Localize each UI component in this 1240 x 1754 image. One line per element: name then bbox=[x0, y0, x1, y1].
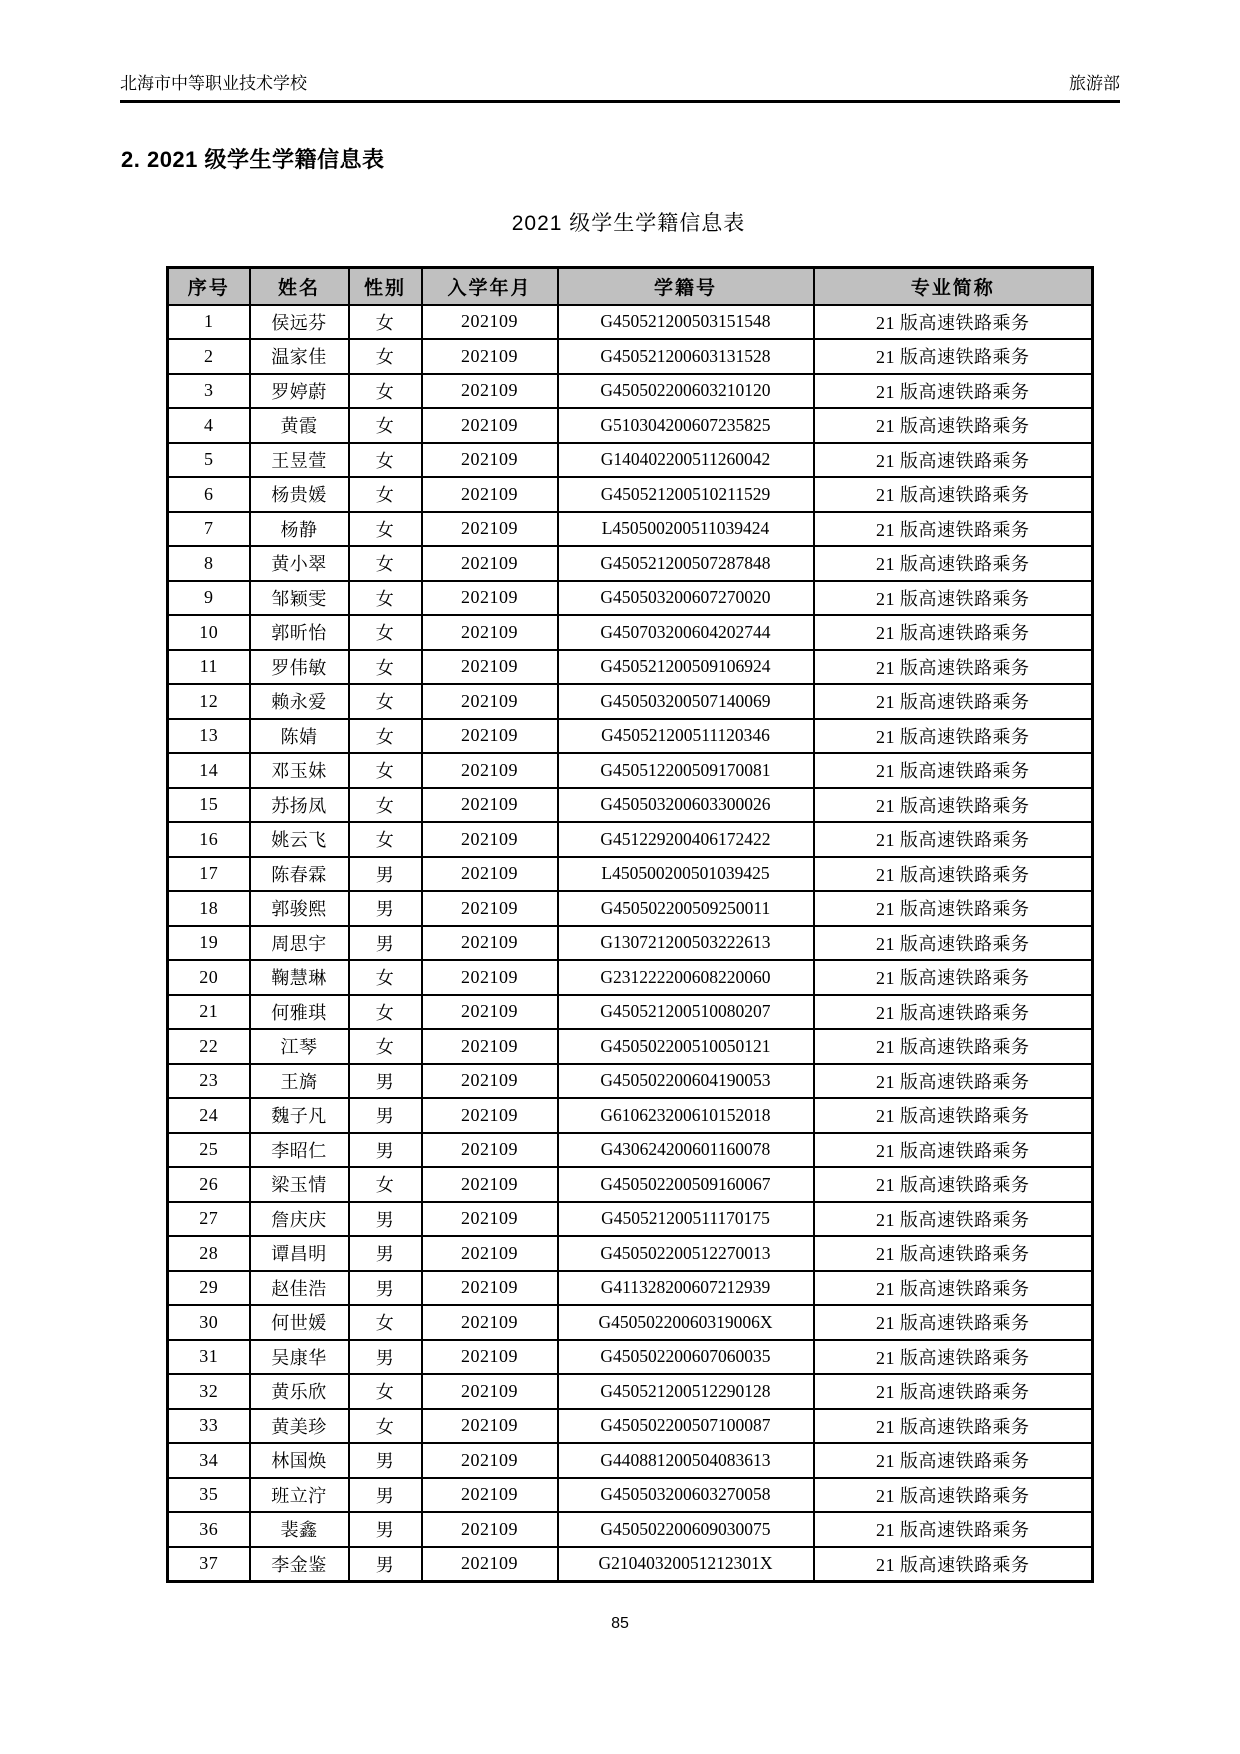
cell-enroll-date: 202109 bbox=[422, 1133, 558, 1168]
cell-student-name: 邹颖雯 bbox=[250, 581, 349, 616]
cell-major: 21 版高速铁路乘务 bbox=[814, 822, 1093, 857]
cell-student-id: G451229200406172422 bbox=[558, 822, 814, 857]
column-header-gender: 性别 bbox=[349, 268, 422, 305]
cell-student-name: 梁玉情 bbox=[250, 1167, 349, 1202]
cell-student-name: 周思宇 bbox=[250, 926, 349, 961]
cell-enroll-date: 202109 bbox=[422, 753, 558, 788]
cell-major: 21 版高速铁路乘务 bbox=[814, 1202, 1093, 1237]
cell-student-id: G450503200607270020 bbox=[558, 581, 814, 616]
cell-gender: 男 bbox=[349, 1202, 422, 1237]
cell-gender: 女 bbox=[349, 305, 422, 340]
cell-student-id: G450503200507140069 bbox=[558, 684, 814, 719]
table-caption: 2021 级学生学籍信息表 bbox=[511, 212, 746, 235]
cell-major: 21 版高速铁路乘务 bbox=[814, 1340, 1093, 1375]
cell-gender: 男 bbox=[349, 891, 422, 926]
column-header-enroll-date: 入学年月 bbox=[422, 268, 558, 305]
cell-row-index: 36 bbox=[168, 1512, 250, 1547]
cell-enroll-date: 202109 bbox=[422, 581, 558, 616]
cell-student-name: 罗伟敏 bbox=[250, 650, 349, 685]
cell-student-id: G450521200507287848 bbox=[558, 546, 814, 581]
cell-student-name: 温家佳 bbox=[250, 339, 349, 374]
cell-gender: 男 bbox=[349, 1271, 422, 1306]
cell-enroll-date: 202109 bbox=[422, 305, 558, 340]
cell-student-name: 姚云飞 bbox=[250, 822, 349, 857]
table-row bbox=[168, 339, 1093, 374]
cell-student-id: G21040320051212301X bbox=[558, 1547, 814, 1582]
cell-major: 21 版高速铁路乘务 bbox=[814, 719, 1093, 754]
cell-enroll-date: 202109 bbox=[422, 374, 558, 409]
cell-student-name: 苏扬凤 bbox=[250, 788, 349, 823]
cell-gender: 女 bbox=[349, 788, 422, 823]
cell-row-index: 27 bbox=[168, 1202, 250, 1237]
cell-major: 21 版高速铁路乘务 bbox=[814, 546, 1093, 581]
cell-student-name: 杨贵媛 bbox=[250, 477, 349, 512]
cell-gender: 男 bbox=[349, 926, 422, 961]
cell-student-id: G450521200512290128 bbox=[558, 1374, 814, 1409]
cell-gender: 男 bbox=[349, 1064, 422, 1099]
cell-enroll-date: 202109 bbox=[422, 1271, 558, 1306]
cell-row-index: 5 bbox=[168, 443, 250, 478]
cell-row-index: 31 bbox=[168, 1340, 250, 1375]
cell-gender: 女 bbox=[349, 1409, 422, 1444]
cell-gender: 男 bbox=[349, 1236, 422, 1271]
table-row bbox=[168, 305, 1093, 340]
cell-student-id: G450502200603210120 bbox=[558, 374, 814, 409]
cell-student-name: 邓玉妹 bbox=[250, 753, 349, 788]
cell-gender: 女 bbox=[349, 443, 422, 478]
cell-student-id: G450521200510211529 bbox=[558, 477, 814, 512]
cell-student-name: 侯远芬 bbox=[250, 305, 349, 340]
table-row bbox=[168, 753, 1093, 788]
cell-major: 21 版高速铁路乘务 bbox=[814, 305, 1093, 340]
table-row bbox=[168, 719, 1093, 754]
table-row bbox=[168, 1374, 1093, 1409]
cell-student-id: G450502200607060035 bbox=[558, 1340, 814, 1375]
column-header-row-index: 序号 bbox=[168, 268, 250, 305]
page-number: 85 bbox=[611, 1615, 629, 1632]
cell-gender: 女 bbox=[349, 477, 422, 512]
cell-student-id: G450502200507100087 bbox=[558, 1409, 814, 1444]
cell-student-id: G140402200511260042 bbox=[558, 443, 814, 478]
cell-student-id: G130721200503222613 bbox=[558, 926, 814, 961]
table-row bbox=[168, 926, 1093, 961]
cell-major: 21 版高速铁路乘务 bbox=[814, 1443, 1093, 1478]
table-row bbox=[168, 684, 1093, 719]
cell-row-index: 21 bbox=[168, 995, 250, 1030]
cell-student-id: G450502200604190053 bbox=[558, 1064, 814, 1099]
table-row bbox=[168, 512, 1093, 547]
cell-row-index: 7 bbox=[168, 512, 250, 547]
cell-student-name: 郭昕怡 bbox=[250, 615, 349, 650]
cell-major: 21 版高速铁路乘务 bbox=[814, 1478, 1093, 1513]
cell-gender: 女 bbox=[349, 581, 422, 616]
cell-gender: 女 bbox=[349, 1305, 422, 1340]
cell-enroll-date: 202109 bbox=[422, 822, 558, 857]
cell-row-index: 22 bbox=[168, 1029, 250, 1064]
cell-student-name: 詹庆庆 bbox=[250, 1202, 349, 1237]
cell-student-id: G450502200510050121 bbox=[558, 1029, 814, 1064]
cell-major: 21 版高速铁路乘务 bbox=[814, 1512, 1093, 1547]
cell-gender: 男 bbox=[349, 1443, 422, 1478]
cell-student-name: 黄美珍 bbox=[250, 1409, 349, 1444]
table-row bbox=[168, 1512, 1093, 1547]
cell-row-index: 6 bbox=[168, 477, 250, 512]
cell-student-name: 何雅琪 bbox=[250, 995, 349, 1030]
cell-student-id: G450502200512270013 bbox=[558, 1236, 814, 1271]
table-row bbox=[168, 1064, 1093, 1099]
cell-student-id: L450500200511039424 bbox=[558, 512, 814, 547]
cell-row-index: 30 bbox=[168, 1305, 250, 1340]
cell-gender: 女 bbox=[349, 995, 422, 1030]
cell-gender: 女 bbox=[349, 684, 422, 719]
cell-major: 21 版高速铁路乘务 bbox=[814, 650, 1093, 685]
cell-student-name: 裴鑫 bbox=[250, 1512, 349, 1547]
cell-student-id: L450500200501039425 bbox=[558, 857, 814, 892]
cell-enroll-date: 202109 bbox=[422, 995, 558, 1030]
cell-enroll-date: 202109 bbox=[422, 1202, 558, 1237]
cell-major: 21 版高速铁路乘务 bbox=[814, 1305, 1093, 1340]
cell-major: 21 版高速铁路乘务 bbox=[814, 1064, 1093, 1099]
cell-row-index: 26 bbox=[168, 1167, 250, 1202]
student-roster-table bbox=[166, 266, 1094, 1583]
cell-enroll-date: 202109 bbox=[422, 1064, 558, 1099]
cell-student-name: 班立泞 bbox=[250, 1478, 349, 1513]
cell-student-name: 林国焕 bbox=[250, 1443, 349, 1478]
department-name: 旅游部 bbox=[1069, 74, 1120, 93]
cell-student-name: 罗婷蔚 bbox=[250, 374, 349, 409]
table-row bbox=[168, 822, 1093, 857]
cell-student-id: G411328200607212939 bbox=[558, 1271, 814, 1306]
cell-row-index: 33 bbox=[168, 1409, 250, 1444]
table-row bbox=[168, 1547, 1093, 1582]
cell-gender: 女 bbox=[349, 512, 422, 547]
cell-gender: 男 bbox=[349, 1478, 422, 1513]
cell-major: 21 版高速铁路乘务 bbox=[814, 1029, 1093, 1064]
cell-student-id: G450502200509250011 bbox=[558, 891, 814, 926]
table-row bbox=[168, 1167, 1093, 1202]
cell-row-index: 12 bbox=[168, 684, 250, 719]
cell-row-index: 32 bbox=[168, 1374, 250, 1409]
cell-gender: 女 bbox=[349, 546, 422, 581]
cell-row-index: 18 bbox=[168, 891, 250, 926]
cell-student-name: 李昭仁 bbox=[250, 1133, 349, 1168]
cell-student-id: G45050220060319006X bbox=[558, 1305, 814, 1340]
cell-enroll-date: 202109 bbox=[422, 1512, 558, 1547]
cell-student-name: 吴康华 bbox=[250, 1340, 349, 1375]
cell-row-index: 35 bbox=[168, 1478, 250, 1513]
cell-gender: 女 bbox=[349, 1029, 422, 1064]
cell-major: 21 版高速铁路乘务 bbox=[814, 788, 1093, 823]
cell-major: 21 版高速铁路乘务 bbox=[814, 926, 1093, 961]
cell-enroll-date: 202109 bbox=[422, 339, 558, 374]
cell-student-name: 陈春霖 bbox=[250, 857, 349, 892]
table-row bbox=[168, 788, 1093, 823]
column-header-student-id: 学籍号 bbox=[558, 268, 814, 305]
cell-student-name: 黄霞 bbox=[250, 408, 349, 443]
cell-enroll-date: 202109 bbox=[422, 1443, 558, 1478]
cell-major: 21 版高速铁路乘务 bbox=[814, 408, 1093, 443]
cell-enroll-date: 202109 bbox=[422, 1167, 558, 1202]
table-row bbox=[168, 1271, 1093, 1306]
cell-enroll-date: 202109 bbox=[422, 512, 558, 547]
cell-gender: 女 bbox=[349, 339, 422, 374]
cell-student-name: 王旖 bbox=[250, 1064, 349, 1099]
cell-row-index: 11 bbox=[168, 650, 250, 685]
table-row bbox=[168, 374, 1093, 409]
cell-row-index: 2 bbox=[168, 339, 250, 374]
cell-enroll-date: 202109 bbox=[422, 477, 558, 512]
cell-major: 21 版高速铁路乘务 bbox=[814, 1374, 1093, 1409]
cell-student-id: G450521200511120346 bbox=[558, 719, 814, 754]
column-header-student-name: 姓名 bbox=[250, 268, 349, 305]
cell-enroll-date: 202109 bbox=[422, 926, 558, 961]
cell-student-id: G610623200610152018 bbox=[558, 1098, 814, 1133]
cell-major: 21 版高速铁路乘务 bbox=[814, 477, 1093, 512]
cell-student-id: G510304200607235825 bbox=[558, 408, 814, 443]
table-row bbox=[168, 1098, 1093, 1133]
table-row bbox=[168, 1133, 1093, 1168]
cell-enroll-date: 202109 bbox=[422, 1478, 558, 1513]
cell-row-index: 10 bbox=[168, 615, 250, 650]
cell-gender: 女 bbox=[349, 1167, 422, 1202]
table-row bbox=[168, 857, 1093, 892]
cell-gender: 女 bbox=[349, 408, 422, 443]
cell-major: 21 版高速铁路乘务 bbox=[814, 512, 1093, 547]
table-row bbox=[168, 1443, 1093, 1478]
cell-row-index: 1 bbox=[168, 305, 250, 340]
cell-student-name: 赵佳浩 bbox=[250, 1271, 349, 1306]
cell-row-index: 13 bbox=[168, 719, 250, 754]
cell-row-index: 17 bbox=[168, 857, 250, 892]
cell-gender: 女 bbox=[349, 650, 422, 685]
cell-enroll-date: 202109 bbox=[422, 546, 558, 581]
cell-major: 21 版高速铁路乘务 bbox=[814, 443, 1093, 478]
cell-major: 21 版高速铁路乘务 bbox=[814, 1547, 1093, 1582]
cell-gender: 男 bbox=[349, 1098, 422, 1133]
cell-enroll-date: 202109 bbox=[422, 1029, 558, 1064]
cell-enroll-date: 202109 bbox=[422, 650, 558, 685]
cell-gender: 女 bbox=[349, 960, 422, 995]
table-header-row bbox=[168, 268, 1093, 305]
section-title: 2. 2021 级学生学籍信息表 bbox=[121, 147, 385, 172]
cell-enroll-date: 202109 bbox=[422, 1098, 558, 1133]
cell-row-index: 4 bbox=[168, 408, 250, 443]
cell-enroll-date: 202109 bbox=[422, 615, 558, 650]
cell-row-index: 16 bbox=[168, 822, 250, 857]
cell-student-id: G450521200503151548 bbox=[558, 305, 814, 340]
cell-major: 21 版高速铁路乘务 bbox=[814, 891, 1093, 926]
cell-enroll-date: 202109 bbox=[422, 960, 558, 995]
cell-student-name: 赖永爱 bbox=[250, 684, 349, 719]
table-row bbox=[168, 1340, 1093, 1375]
cell-student-id: G450521200509106924 bbox=[558, 650, 814, 685]
table-row bbox=[168, 650, 1093, 685]
cell-enroll-date: 202109 bbox=[422, 408, 558, 443]
cell-gender: 男 bbox=[349, 857, 422, 892]
cell-enroll-date: 202109 bbox=[422, 443, 558, 478]
cell-student-id: G440881200504083613 bbox=[558, 1443, 814, 1478]
cell-gender: 女 bbox=[349, 615, 422, 650]
cell-row-index: 29 bbox=[168, 1271, 250, 1306]
cell-student-name: 陈婧 bbox=[250, 719, 349, 754]
table-row bbox=[168, 1202, 1093, 1237]
cell-student-id: G450502200609030075 bbox=[558, 1512, 814, 1547]
cell-student-name: 谭昌明 bbox=[250, 1236, 349, 1271]
running-header bbox=[120, 74, 1120, 103]
cell-row-index: 34 bbox=[168, 1443, 250, 1478]
cell-enroll-date: 202109 bbox=[422, 1340, 558, 1375]
table-row bbox=[168, 1478, 1093, 1513]
cell-gender: 男 bbox=[349, 1512, 422, 1547]
school-name: 北海市中等职业技术学校 bbox=[120, 74, 307, 93]
cell-major: 21 版高速铁路乘务 bbox=[814, 581, 1093, 616]
cell-enroll-date: 202109 bbox=[422, 857, 558, 892]
cell-enroll-date: 202109 bbox=[422, 1374, 558, 1409]
cell-enroll-date: 202109 bbox=[422, 788, 558, 823]
cell-row-index: 3 bbox=[168, 374, 250, 409]
cell-student-id: G450703200604202744 bbox=[558, 615, 814, 650]
column-header-major: 专业简称 bbox=[814, 268, 1093, 305]
cell-enroll-date: 202109 bbox=[422, 1236, 558, 1271]
table-row bbox=[168, 408, 1093, 443]
cell-student-name: 杨静 bbox=[250, 512, 349, 547]
cell-student-name: 王昱萱 bbox=[250, 443, 349, 478]
cell-student-name: 李金鉴 bbox=[250, 1547, 349, 1582]
cell-major: 21 版高速铁路乘务 bbox=[814, 753, 1093, 788]
cell-major: 21 版高速铁路乘务 bbox=[814, 960, 1093, 995]
cell-student-name: 郭骏熙 bbox=[250, 891, 349, 926]
cell-student-id: G430624200601160078 bbox=[558, 1133, 814, 1168]
cell-student-name: 魏子凡 bbox=[250, 1098, 349, 1133]
cell-student-name: 江琴 bbox=[250, 1029, 349, 1064]
cell-student-id: G231222200608220060 bbox=[558, 960, 814, 995]
cell-gender: 女 bbox=[349, 753, 422, 788]
cell-student-id: G450521200510080207 bbox=[558, 995, 814, 1030]
cell-major: 21 版高速铁路乘务 bbox=[814, 1167, 1093, 1202]
cell-gender: 女 bbox=[349, 822, 422, 857]
table-row bbox=[168, 1236, 1093, 1271]
table-row bbox=[168, 477, 1093, 512]
cell-row-index: 20 bbox=[168, 960, 250, 995]
table-row bbox=[168, 546, 1093, 581]
cell-row-index: 28 bbox=[168, 1236, 250, 1271]
cell-major: 21 版高速铁路乘务 bbox=[814, 374, 1093, 409]
cell-student-id: G450521200511170175 bbox=[558, 1202, 814, 1237]
table-row bbox=[168, 995, 1093, 1030]
cell-gender: 女 bbox=[349, 719, 422, 754]
cell-major: 21 版高速铁路乘务 bbox=[814, 615, 1093, 650]
cell-row-index: 15 bbox=[168, 788, 250, 823]
table-row bbox=[168, 1409, 1093, 1444]
cell-enroll-date: 202109 bbox=[422, 719, 558, 754]
cell-major: 21 版高速铁路乘务 bbox=[814, 684, 1093, 719]
cell-student-id: G450503200603300026 bbox=[558, 788, 814, 823]
cell-student-name: 黄小翠 bbox=[250, 546, 349, 581]
cell-row-index: 25 bbox=[168, 1133, 250, 1168]
cell-major: 21 版高速铁路乘务 bbox=[814, 1271, 1093, 1306]
cell-student-id: G450512200509170081 bbox=[558, 753, 814, 788]
cell-gender: 男 bbox=[349, 1133, 422, 1168]
cell-major: 21 版高速铁路乘务 bbox=[814, 1098, 1093, 1133]
table-row bbox=[168, 1029, 1093, 1064]
cell-gender: 男 bbox=[349, 1547, 422, 1582]
cell-gender: 女 bbox=[349, 1374, 422, 1409]
table-row bbox=[168, 960, 1093, 995]
table-row bbox=[168, 443, 1093, 478]
cell-enroll-date: 202109 bbox=[422, 1409, 558, 1444]
cell-row-index: 19 bbox=[168, 926, 250, 961]
cell-enroll-date: 202109 bbox=[422, 684, 558, 719]
cell-enroll-date: 202109 bbox=[422, 891, 558, 926]
table-row bbox=[168, 615, 1093, 650]
cell-student-id: G450502200509160067 bbox=[558, 1167, 814, 1202]
cell-major: 21 版高速铁路乘务 bbox=[814, 1133, 1093, 1168]
cell-row-index: 23 bbox=[168, 1064, 250, 1099]
cell-row-index: 37 bbox=[168, 1547, 250, 1582]
cell-gender: 男 bbox=[349, 1340, 422, 1375]
cell-row-index: 14 bbox=[168, 753, 250, 788]
cell-student-id: G450521200603131528 bbox=[558, 339, 814, 374]
cell-major: 21 版高速铁路乘务 bbox=[814, 857, 1093, 892]
cell-student-name: 黄乐欣 bbox=[250, 1374, 349, 1409]
cell-student-name: 何世媛 bbox=[250, 1305, 349, 1340]
cell-major: 21 版高速铁路乘务 bbox=[814, 1236, 1093, 1271]
cell-row-index: 24 bbox=[168, 1098, 250, 1133]
cell-gender: 女 bbox=[349, 374, 422, 409]
cell-enroll-date: 202109 bbox=[422, 1547, 558, 1582]
cell-student-id: G450503200603270058 bbox=[558, 1478, 814, 1513]
cell-major: 21 版高速铁路乘务 bbox=[814, 995, 1093, 1030]
cell-major: 21 版高速铁路乘务 bbox=[814, 339, 1093, 374]
table-row bbox=[168, 581, 1093, 616]
cell-row-index: 8 bbox=[168, 546, 250, 581]
cell-major: 21 版高速铁路乘务 bbox=[814, 1409, 1093, 1444]
cell-student-name: 鞠慧琳 bbox=[250, 960, 349, 995]
cell-enroll-date: 202109 bbox=[422, 1305, 558, 1340]
table-row bbox=[168, 891, 1093, 926]
table-row bbox=[168, 1305, 1093, 1340]
cell-row-index: 9 bbox=[168, 581, 250, 616]
